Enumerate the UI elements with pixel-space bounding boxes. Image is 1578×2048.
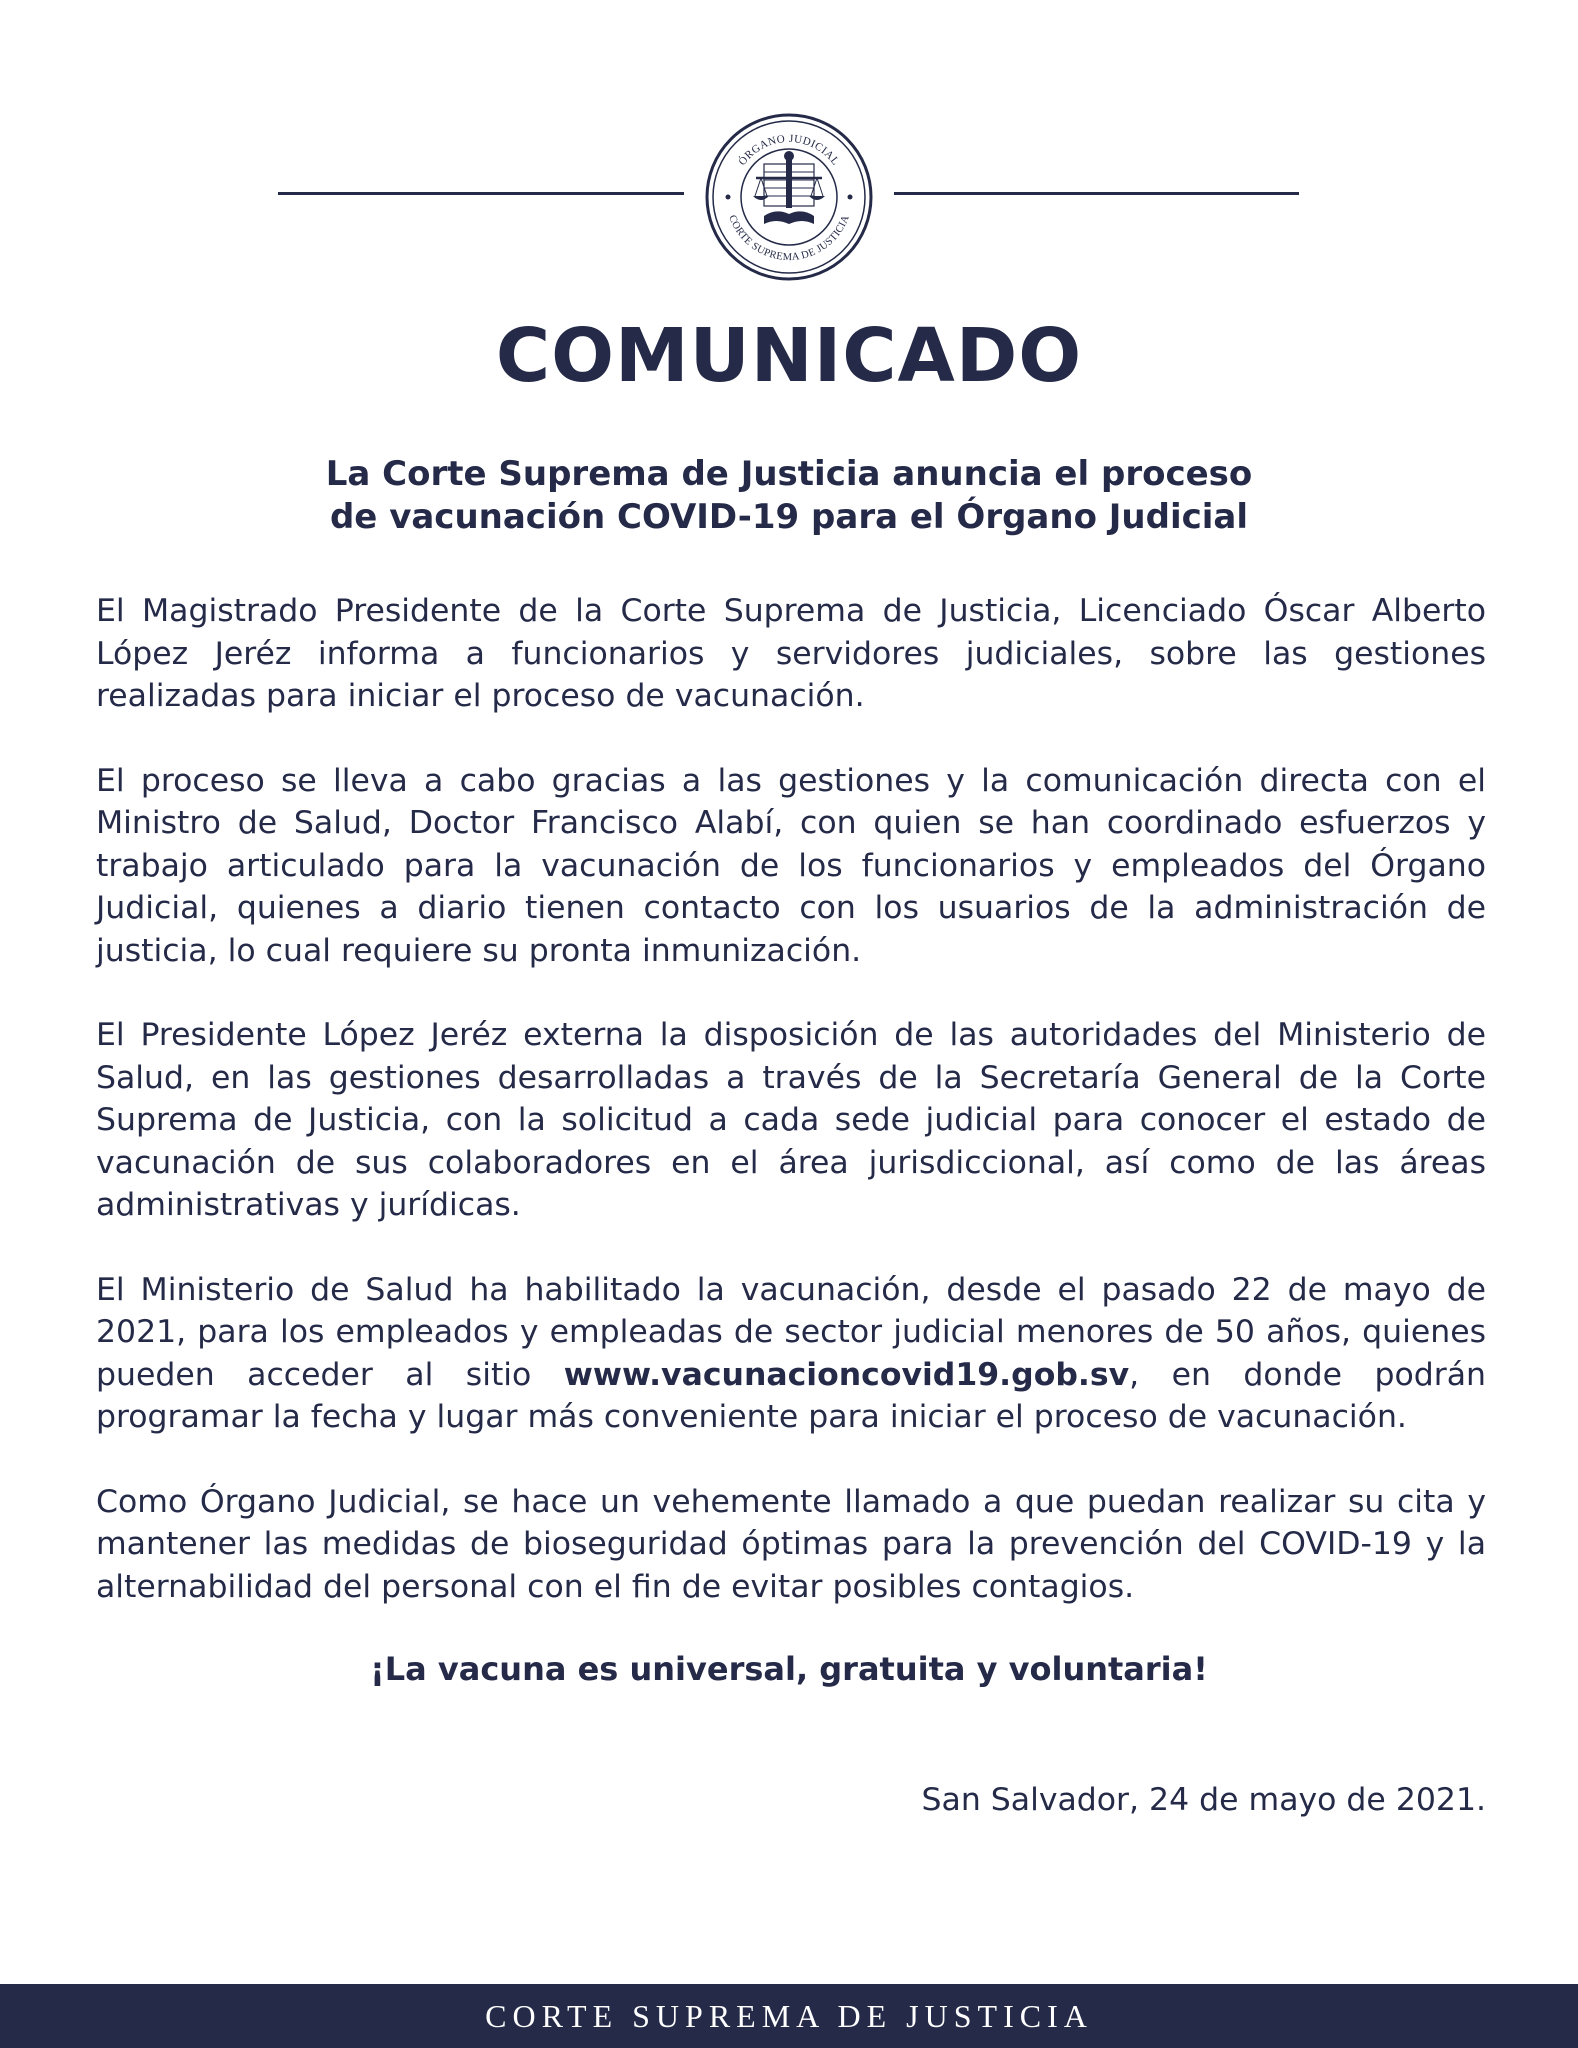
seal-bottom-text: CORTE SUPREMA DE JUSTICIA [726, 213, 852, 264]
slogan: ¡La vacuna es universal, gratuita y voluntaria! [370, 1650, 1208, 1688]
paragraph-4-before-url: El Ministerio de Salud ha habilitado la vacunación, desde el pasado 22 de mayo de 2021, para los empleados y empleadas de sector judicial menores de 50 años, quienes pueden acceder al sitio [96, 1271, 1486, 1393]
court-seal-logo [704, 112, 874, 282]
footer-bar [0, 1984, 1578, 2048]
seal-top-text: ÓRGANO JUDICIAL [736, 132, 842, 168]
paragraph-3: El Presidente López Jeréz externa la disposición de las autoridades del Ministerio de Salud, en las gestiones desarrolladas a través de la Secretaría General de la Corte Suprema de Justicia, con la solicitud a cada sede judicial para conocer el estado de vacunación de sus colaboradores en el área jurisdiccional, así como de las áreas administrativas y jurídicas. [96, 1017, 1486, 1223]
paragraph-4 [96, 1269, 1486, 1439]
paragraph-1: El Magistrado Presidente de la Corte Suprema de Justicia, Licenciado Óscar Alberto López Jeréz informa a funcionarios y servidores judiciales, sobre las gestiones realizadas para iniciar el proceso de vacunación. [96, 593, 1486, 714]
paragraph-4-after-url: , en donde podrán programar la fecha y lugar más conveniente para iniciar el proceso de vacunación. [96, 1356, 1486, 1435]
subtitle-line-1: La Corte Suprema de Justicia anuncia el proceso [325, 454, 1253, 494]
paragraph-2: El proceso se lleva a cabo gracias a las gestiones y la comunicación directa con el Ministro de Salud, Doctor Francisco Alabí, con quien se han coordinado esfuerzos y trabajo articulado para la vacunación de los funcionarios y empleados del Órgano Judicial, quienes a diario tienen contacto con los usuarios de la administración de justicia, lo cual requiere su pronta inmunización. [96, 762, 1486, 969]
subtitle [0, 453, 1578, 539]
subtitle-line-2: de vacunación COVID-19 para el Órgano Judicial [329, 497, 1249, 537]
paragraph-5: Como Órgano Judicial, se hace un vehemente llamado a que puedan realizar su cita y mantener las medidas de bioseguridad óptimas para la prevención del COVID-19 y la alternabilidad del personal con el fin de evitar posibles contagios. [96, 1483, 1486, 1605]
dateline: San Salvador, 24 de mayo de 2021. [921, 1782, 1486, 1818]
vaccination-website-link[interactable]: www.vacunacioncovid19.gob.sv [563, 1356, 1130, 1393]
header-rule-right [894, 192, 1299, 195]
header-rule-left [278, 192, 684, 195]
footer-text: CORTE SUPREMA DE JUSTICIA [485, 1997, 1093, 2034]
page-title: COMUNICADO [495, 313, 1083, 399]
body-text [96, 590, 1486, 1650]
